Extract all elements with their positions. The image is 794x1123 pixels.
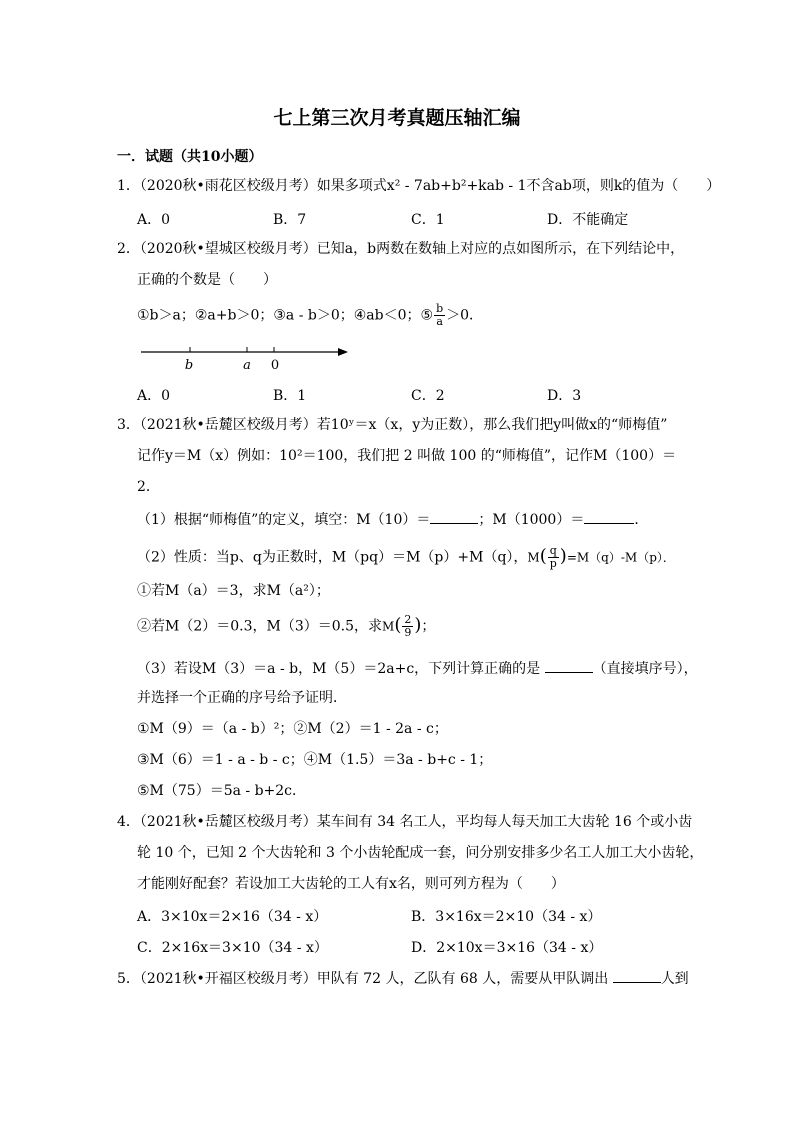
q3-part2-ii-a: ②若M（2）＝0.3，M（3）＝0.5，求: [137, 618, 383, 635]
close-paren: ): [559, 545, 567, 567]
q2-statements-text: ①b＞a；②a+b＞0；③a - b＞0；④ab＜0；⑤: [137, 307, 434, 324]
q3-choices-2: ③M（6）＝1 - a - b - c；④M（1.5）＝3a - b+c - 1；: [137, 752, 493, 768]
q3-part2-ii-b: ；: [421, 618, 436, 635]
q5-text-b: 人到: [660, 971, 689, 987]
axis-label-b: b: [184, 358, 194, 373]
q4-text-2: 轮 10 个，已知 2 个大齿轮和 3 个小齿轮配成一套，问分别安排多少名工人加工大小齿轮，: [137, 845, 704, 861]
q4-option-d: D．2×10x＝3×16（34 - x）: [411, 940, 603, 956]
q3-part2-ii-den: 9: [404, 626, 412, 639]
q3-choices-1: ①M（9）＝（a - b）²；②M（2）＝1 - 2a - c；: [137, 721, 448, 737]
page-title: 七上第三次月考真题压轴汇编: [273, 107, 521, 129]
q2-frac-num: b: [436, 302, 444, 315]
q5-text: [117, 968, 689, 988]
q3-part3: [137, 658, 698, 678]
arrow-icon: [338, 348, 348, 356]
answer-blank-3[interactable]: [545, 658, 593, 673]
q3-part3-line2: 并选择一个正确的序号给予证明．: [137, 690, 347, 706]
q3-choices-3: ⑤M（75）＝5a - b+2c．: [137, 783, 307, 799]
q2-statements-end: ＞0．: [446, 307, 484, 324]
q3-part2-m: M: [527, 550, 540, 565]
q3-part3-b: （直接填序号），: [592, 661, 698, 677]
q1-option-c: C．1: [411, 212, 445, 228]
q4-option-a: A．3×10x＝2×16（34 - x）: [137, 909, 328, 925]
close-paren-2: ): [414, 614, 422, 636]
q3-part1-c: ．: [634, 512, 649, 528]
q2-fraction: [434, 303, 445, 328]
q2-option-a: A．0: [137, 388, 171, 404]
q2-option-c: C．2: [411, 388, 445, 404]
q3-text-3: 2．: [137, 479, 160, 495]
q4-option-b: B．3×16x＝2×10（34 - x）: [411, 909, 602, 925]
q3-part1: [137, 509, 648, 529]
q2-text-2: 正确的个数是（ ）: [137, 272, 277, 288]
number-line: [138, 340, 353, 374]
q3-part2-b: =M（q）-M（p）．: [566, 550, 675, 565]
q1-text: 1．（2020秋•雨花区校级月考）如果多项式x² - 7ab+b²+kab - 1不含ab项，则k的值为（ ）: [117, 178, 721, 194]
open-paren-2: (: [394, 614, 402, 636]
section-header: 一．试题（共10小题）: [117, 149, 263, 165]
q4-text: 4．（2021秋•岳麓区校级月考）某车间有 34 名工人，平均每人每天加工大齿轮 16 个或小齿: [117, 814, 693, 830]
q3-part2-ii: [137, 614, 435, 639]
q1-option-d: D．不能确定: [547, 212, 629, 228]
q2-statements: [137, 303, 483, 328]
answer-blank-4[interactable]: [613, 968, 661, 983]
q2-option-b: B．1: [273, 388, 307, 404]
axis-label-zero: 0: [270, 358, 280, 373]
answer-blank-1[interactable]: [430, 509, 478, 524]
q3-part2-ii-num: 2: [404, 613, 412, 626]
q3-part2-ii-fraction: [402, 614, 413, 639]
answer-blank-2[interactable]: [584, 509, 634, 524]
q3-part2-frac-den: p: [549, 557, 557, 570]
q3-text-2: 记作y＝M（x）例如：10²＝100，我们把 2 叫做 100 的“师梅值”，记作M（100）＝: [137, 448, 677, 464]
q3-part2-a: （2）性质：当p、q为正数时，M（pq）＝M（p）+M（q），: [137, 549, 528, 566]
q2-option-d: D．3: [547, 388, 582, 404]
q1-option-b: B．7: [273, 212, 307, 228]
q3-text: 3．（2021秋•岳麓区校级月考）若10ʸ＝x（x，y为正数），那么我们把y叫做x的“师梅值”: [117, 417, 668, 433]
q3-part2-frac-num: q: [549, 544, 557, 557]
q3-part1-a: （1）根据“师梅值”的定义，填空：M（10）＝: [137, 512, 431, 528]
q1-option-a: A．0: [137, 212, 171, 228]
q3-part2-ii-m: M: [382, 619, 395, 634]
q3-part2-i: ①若M（a）＝3，求M（a²）；: [137, 583, 330, 599]
q2-text: 2．（2020秋•望城区校级月考）已知a，b两数在数轴上对应的点如图所示，在下列结论中，: [117, 241, 685, 257]
q3-part2-fraction: [548, 545, 559, 570]
q4-text-3: 才能刚好配套？若设加工大齿轮的工人有x名，则可列方程为（ ）: [137, 876, 565, 892]
axis-label-a: a: [243, 358, 251, 373]
q5-text-a: 5．（2021秋•开福区校级月考）甲队有 72 人，乙队有 68 人，需要从甲队调出: [117, 971, 613, 987]
q4-option-c: C．2×16x＝3×10（34 - x）: [137, 940, 328, 956]
q2-frac-den: a: [436, 315, 443, 328]
open-paren: (: [539, 545, 547, 567]
q3-part3-a: （3）若设M（3）＝a - b，M（5）＝2a+c，下列计算正确的是: [137, 661, 545, 677]
q3-part2: [137, 545, 675, 570]
q3-part1-b: ；M（1000）＝: [478, 512, 585, 528]
